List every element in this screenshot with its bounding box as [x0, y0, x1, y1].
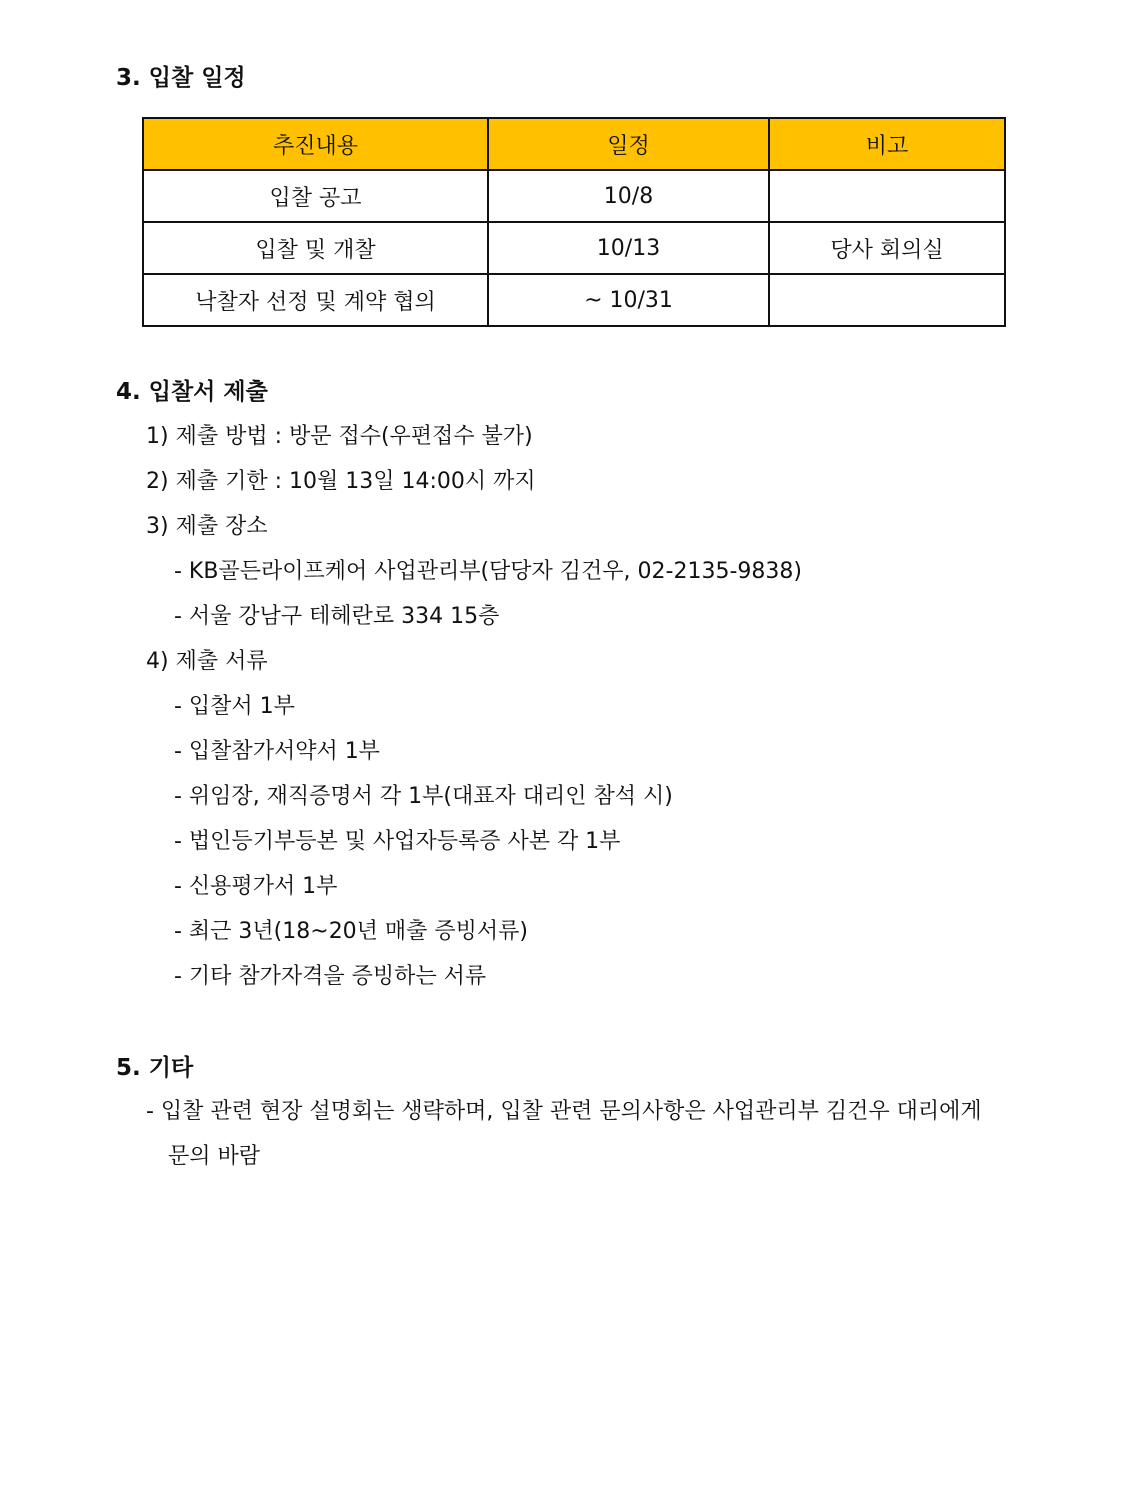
section-heading-etc: 5. 기타 — [116, 1055, 194, 1081]
table-cell-note — [769, 274, 1005, 326]
list-item: - 입찰서 1부 — [174, 694, 295, 719]
table-row — [143, 222, 1005, 274]
table-header-row — [143, 118, 1005, 170]
submission-method: 1) 제출 방법 : 방문 접수(우편접수 불가) — [146, 424, 533, 449]
etc-text-line-2: 문의 바람 — [168, 1144, 261, 1169]
etc-text-line-1: - 입찰 관련 현장 설명회는 생략하며, 입찰 관련 문의사항은 사업관리부 김건우 대리에게 — [146, 1099, 982, 1124]
table-cell-task: 낙찰자 선정 및 계약 협의 — [143, 274, 488, 326]
table-cell-date: 10/13 — [488, 222, 769, 274]
table-row — [143, 170, 1005, 222]
schedule-table — [142, 117, 1006, 327]
column-header-note: 비고 — [769, 118, 1005, 170]
table-cell-note: 당사 회의실 — [769, 222, 1005, 274]
list-item: - 법인등기부등본 및 사업자등록증 사본 각 1부 — [174, 829, 621, 854]
table-cell-task: 입찰 및 개찰 — [143, 222, 488, 274]
column-header-task: 추진내용 — [143, 118, 488, 170]
submission-deadline: 2) 제출 기한 : 10월 13일 14:00시 까지 — [146, 469, 536, 494]
list-item: - 신용평가서 1부 — [174, 874, 338, 899]
list-item: - KB골든라이프케어 사업관리부(담당자 김건우, 02-2135-9838) — [174, 559, 802, 584]
section-heading-submission: 4. 입찰서 제출 — [116, 379, 268, 405]
table-row — [143, 274, 1005, 326]
section-heading-schedule: 3. 입찰 일정 — [116, 65, 246, 91]
table-cell-date: 10/8 — [488, 170, 769, 222]
list-item: - 최근 3년(18~20년 매출 증빙서류) — [174, 919, 529, 944]
table-cell-note — [769, 170, 1005, 222]
list-item: - 서울 강남구 테헤란로 334 15층 — [174, 604, 500, 629]
list-item: - 위임장, 재직증명서 각 1부(대표자 대리인 참석 시) — [174, 784, 673, 809]
table-cell-task: 입찰 공고 — [143, 170, 488, 222]
column-header-date: 일정 — [488, 118, 769, 170]
list-item: - 기타 참가자격을 증빙하는 서류 — [174, 964, 487, 989]
table-cell-date: ~ 10/31 — [488, 274, 769, 326]
list-item: - 입찰참가서약서 1부 — [174, 739, 380, 764]
submission-place-title: 3) 제출 장소 — [146, 514, 268, 539]
submission-docs-title: 4) 제출 서류 — [146, 649, 268, 674]
